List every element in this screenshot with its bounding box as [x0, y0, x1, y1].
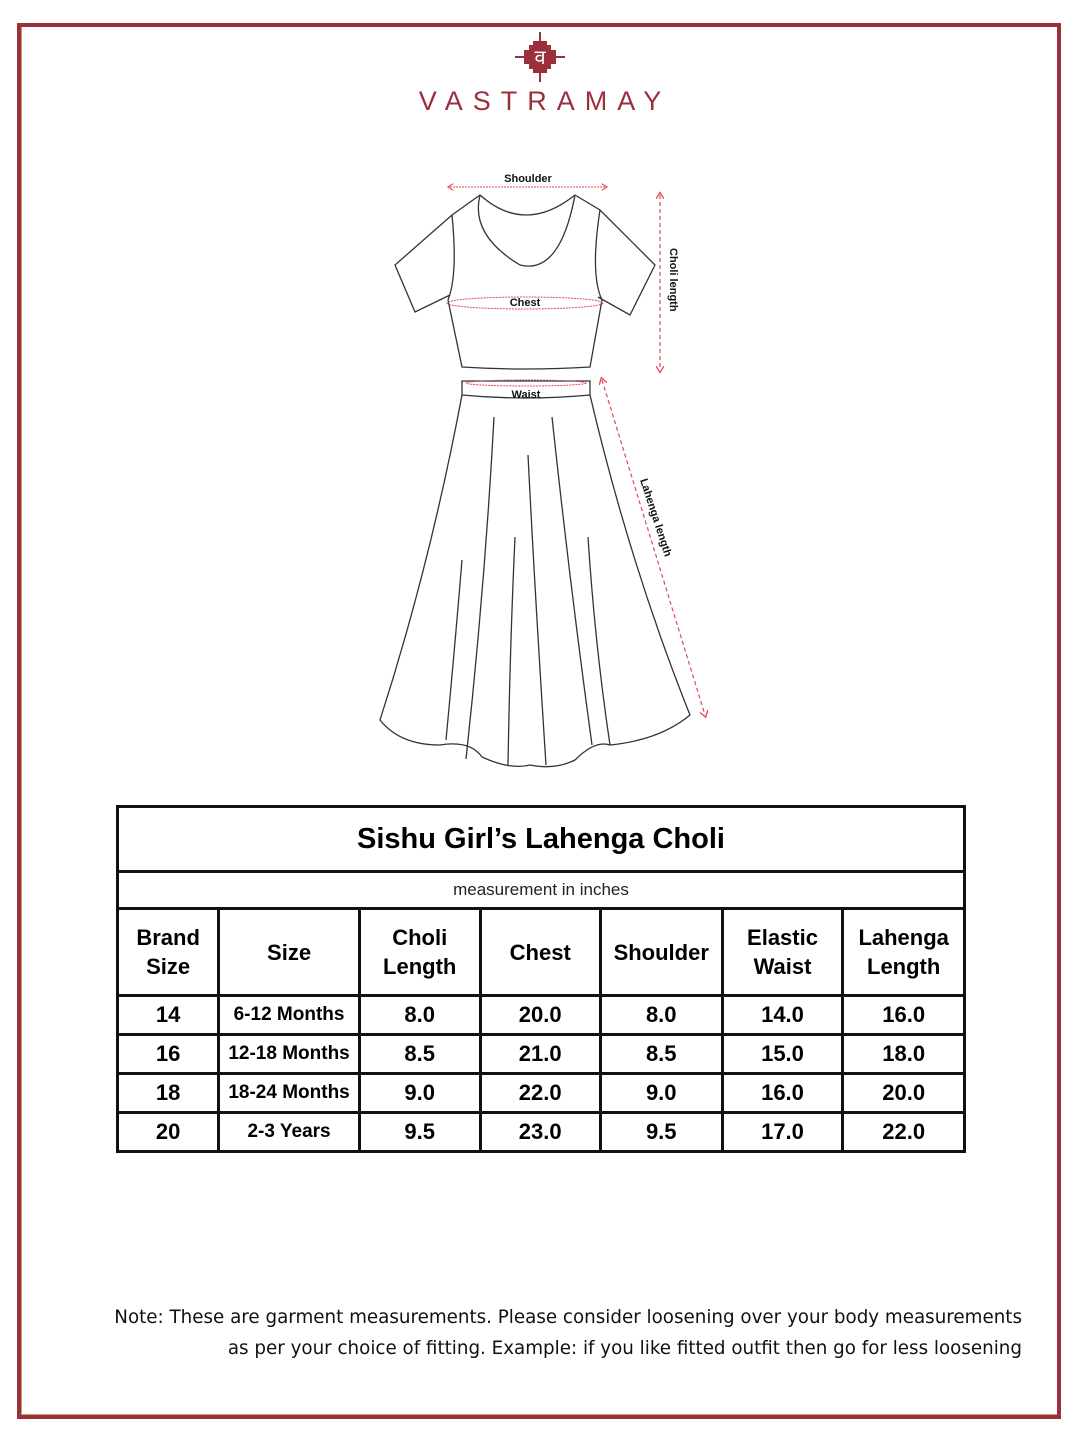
chest-label: Chest — [509, 297, 541, 309]
fitting-note-line-2: as per your choice of fitting. Example: if you like fitted outfit then go for less loosening — [227, 1338, 1022, 1359]
brand-logo — [0, 32, 1080, 82]
svg-text:व: व — [534, 45, 546, 69]
cell-chest: 20.0 — [480, 996, 600, 1035]
cell-chest: 23.0 — [480, 1113, 600, 1152]
column-header-shoulder: Shoulder — [600, 909, 722, 996]
size-chart-table — [116, 805, 966, 1153]
cell-elastic-waist: 14.0 — [722, 996, 843, 1035]
cell-brand-size: 18 — [118, 1074, 219, 1113]
cell-lahenga-length: 20.0 — [843, 1074, 965, 1113]
table-row — [118, 1035, 965, 1074]
cell-size: 2-3 Years — [219, 1113, 360, 1152]
cell-choli-length: 9.5 — [359, 1113, 480, 1152]
cell-lahenga-length: 18.0 — [843, 1035, 965, 1074]
column-header-lahenga-length: Lahenga Length — [843, 909, 965, 996]
cell-choli-length: 8.5 — [359, 1035, 480, 1074]
choli-outline — [395, 195, 655, 369]
waist-label: Waist — [511, 389, 541, 401]
column-header-brand-size: Brand Size — [118, 909, 219, 996]
cell-choli-length: 8.0 — [359, 996, 480, 1035]
choli-length-label: Choli length — [667, 248, 679, 312]
fitting-note — [0, 1302, 1022, 1364]
cell-brand-size: 16 — [118, 1035, 219, 1074]
cell-shoulder: 9.0 — [600, 1074, 722, 1113]
size-chart-title: Sishu Girl’s Lahenga Choli — [118, 807, 965, 872]
cell-size: 6-12 Months — [219, 996, 360, 1035]
garment-diagram — [370, 165, 720, 775]
cell-lahenga-length: 22.0 — [843, 1113, 965, 1152]
column-header-elastic-waist: Elastic Waist — [722, 909, 843, 996]
cell-lahenga-length: 16.0 — [843, 996, 965, 1035]
shoulder-label: Shoulder — [504, 173, 552, 185]
logo-emblem-icon — [515, 32, 565, 82]
cell-shoulder: 9.5 — [600, 1113, 722, 1152]
lahenga-length-measure — [602, 380, 705, 715]
lahenga-choli-illustration — [370, 165, 720, 775]
lahenga-outline — [380, 381, 690, 767]
cell-size: 18-24 Months — [219, 1074, 360, 1113]
column-header-choli-length: Choli Length — [359, 909, 480, 996]
table-row — [118, 1074, 965, 1113]
cell-shoulder: 8.0 — [600, 996, 722, 1035]
cell-chest: 21.0 — [480, 1035, 600, 1074]
column-header-chest: Chest — [480, 909, 600, 996]
cell-elastic-waist: 15.0 — [722, 1035, 843, 1074]
brand-name: VASTRAMAY — [418, 86, 672, 116]
cell-elastic-waist: 16.0 — [722, 1074, 843, 1113]
cell-chest: 22.0 — [480, 1074, 600, 1113]
cell-brand-size: 14 — [118, 996, 219, 1035]
cell-shoulder: 8.5 — [600, 1035, 722, 1074]
table-row — [118, 996, 965, 1035]
fitting-note-line-1: Note: These are garment measurements. Please consider loosening over your body measurements — [114, 1307, 1022, 1328]
size-chart-unit-note: measurement in inches — [118, 872, 965, 909]
cell-elastic-waist: 17.0 — [722, 1113, 843, 1152]
table-row — [118, 1113, 965, 1152]
size-chart-header-row — [118, 909, 965, 996]
cell-size: 12-18 Months — [219, 1035, 360, 1074]
cell-choli-length: 9.0 — [359, 1074, 480, 1113]
cell-brand-size: 20 — [118, 1113, 219, 1152]
column-header-size: Size — [219, 909, 360, 996]
lahenga-length-label: Lahenga length — [637, 477, 674, 559]
